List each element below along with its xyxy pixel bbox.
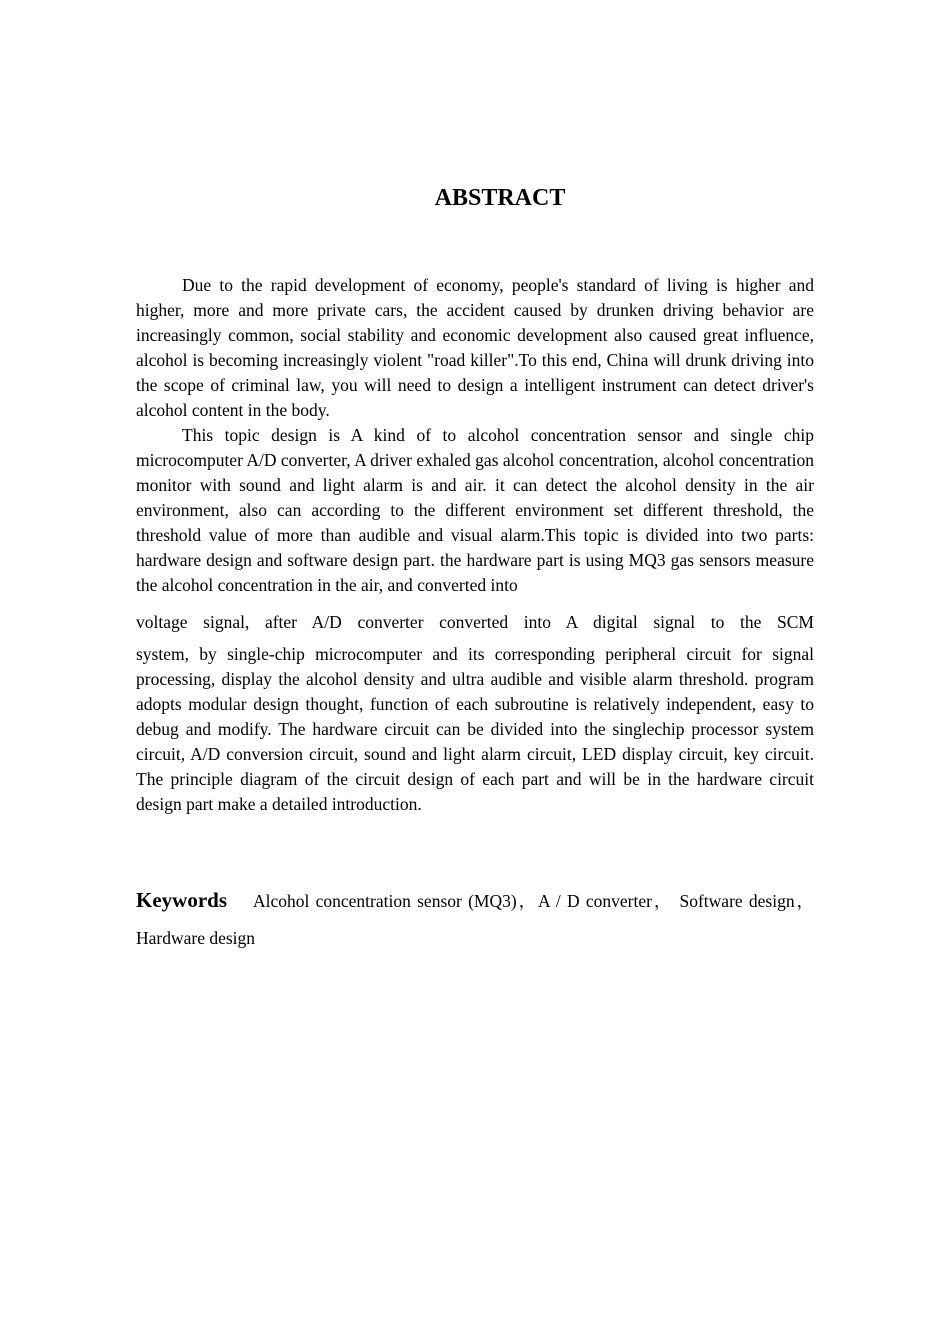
abstract-paragraph-2-spaced-line: voltage signal, after A/D converter converted into A digital signal to the SCM: [136, 612, 814, 632]
abstract-paragraph-2-continued: system, by single-chip microcomputer and its corresponding peripheral circuit for signal processing, display the alcohol density and ultra audible and visible alarm threshold. program adopts modular design thought, function of each subroutine is relatively independent, easy to debug and modify. The hardware circuit can be divided into the singlechip processor system circuit, A/D conversion circuit, sound and light alarm circuit, LED display circuit, key circuit. The principle diagram of the circuit design of each part and will be in the hardware circuit design part make a detailed introduction.: [136, 644, 814, 814]
keywords-block: [136, 882, 814, 957]
abstract-paragraph-1: Due to the rapid development of economy, people's standard of living is higher and higher, more and more private cars, the accident caused by drunken driving behavior are increasingly common, social stability and economic development also caused great influence, alcohol is becoming increasingly violent "road killer".To this end, China will drunk driving into the scope of criminal law, you will need to design a intelligent instrument can detect driver's alcohol content in the body.: [136, 275, 814, 420]
keywords-label: Keywords: [136, 888, 227, 912]
abstract-body: [136, 273, 814, 817]
abstract-paragraph-2: This topic design is A kind of to alcohol concentration sensor and single chip microcomputer A/D converter, A driver exhaled gas alcohol concentration, alcohol concentration monitor with sound and light alarm is and air. it can detect the alcohol density in the air environment, also can according to the different environment set different threshold, the threshold value of more than audible and visual alarm.This topic is divided into two parts: hardware design and software design part. the hardware part is using MQ3 gas sensors measure the alcohol concentration in the air, and converted into: [136, 425, 814, 595]
abstract-title: ABSTRACT: [434, 185, 566, 211]
keywords-text: Alcohol concentration sensor (MQ3)，A / D converter， Software design，Hardware design: [136, 891, 814, 948]
